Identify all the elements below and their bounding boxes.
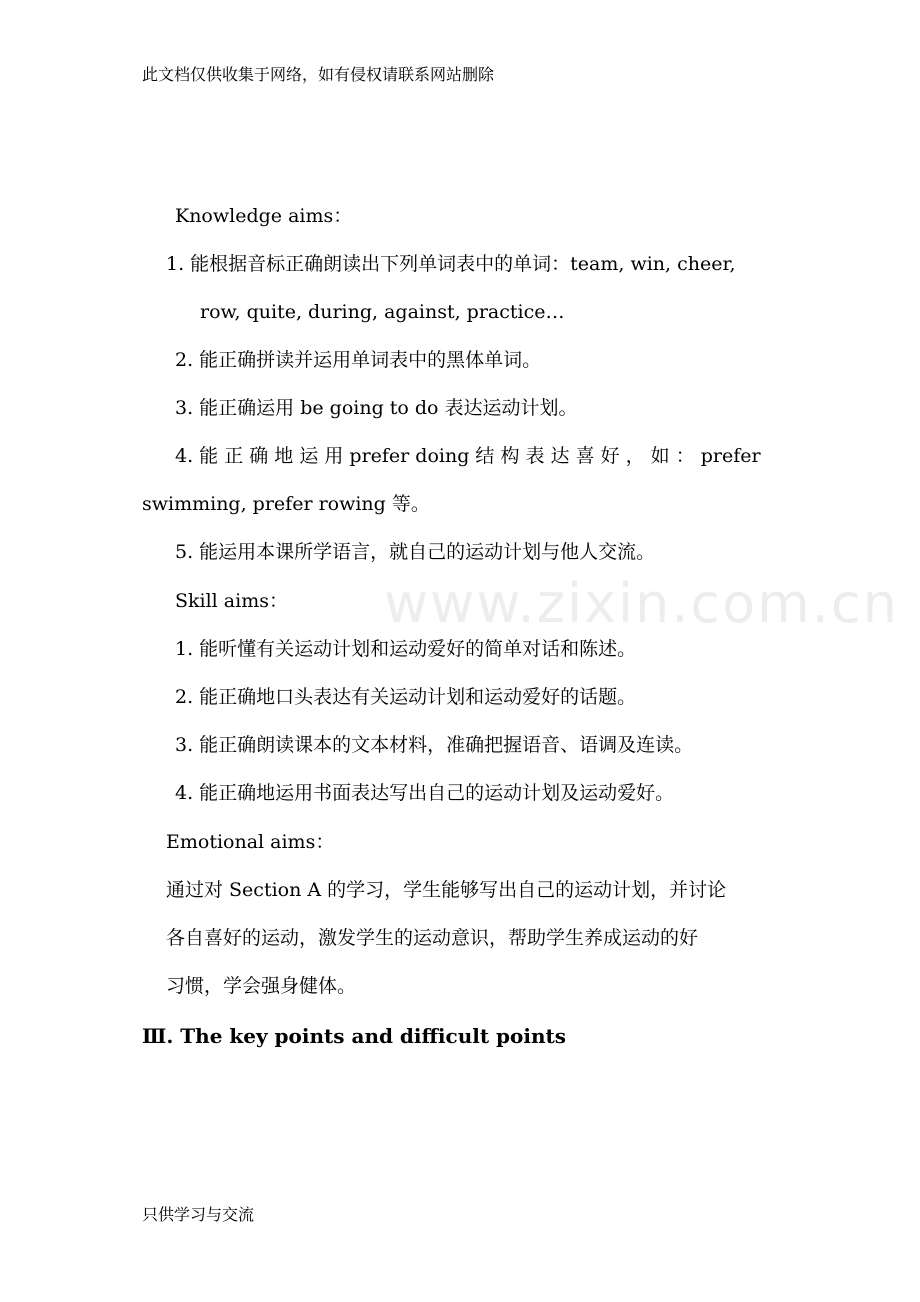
knowledge-item-2: 2. 能正确拼读并运用单词表中的黑体单词。 bbox=[175, 349, 542, 371]
knowledge-item-4-line-2: swimming, prefer rowing 等。 bbox=[142, 493, 430, 515]
knowledge-item-1-line-1: 1. 能根据音标正确朗读出下列单词表中的单词：team, win, cheer, bbox=[166, 253, 736, 275]
knowledge-aims-heading: Knowledge aims： bbox=[175, 205, 353, 227]
watermark: www.zixin.com.cn bbox=[384, 572, 899, 635]
knowledge-item-5: 5. 能运用本课所学语言，就自己的运动计划与他人交流。 bbox=[175, 541, 656, 563]
skill-aims-heading: Skill aims： bbox=[175, 590, 288, 612]
emotional-aims-heading: Emotional aims： bbox=[166, 831, 335, 853]
emotional-line-1: 通过对 Section A 的学习，学生能够写出自己的运动计划，并讨论 bbox=[166, 879, 727, 901]
skill-item-3: 3. 能正确朗读课本的文本材料，准确把握语音、语调及连读。 bbox=[175, 734, 694, 756]
knowledge-item-1-line-2: row, quite, during, against, practice… bbox=[200, 301, 565, 323]
skill-item-2: 2. 能正确地口头表达有关运动计划和运动爱好的话题。 bbox=[175, 686, 637, 708]
section-heading-key-points: Ⅲ. The key points and difficult points bbox=[142, 1024, 567, 1048]
skill-item-4: 4. 能正确地运用书面表达写出自己的运动计划及运动爱好。 bbox=[175, 782, 675, 804]
knowledge-item-4-line-1: 4. 能 正 确 地 运 用 prefer doing 结 构 表 达 喜 好 ， 如 ： prefer bbox=[175, 445, 761, 467]
emotional-line-3: 习惯，学会强身健体。 bbox=[166, 975, 357, 997]
emotional-line-2: 各自喜好的运动，激发学生的运动意识，帮助学生养成运动的好 bbox=[166, 927, 699, 949]
skill-item-1: 1. 能听懂有关运动计划和运动爱好的简单对话和陈述。 bbox=[175, 638, 637, 660]
header-disclaimer: 此文档仅供收集于网络，如有侵权请联系网站删除 bbox=[142, 65, 495, 84]
knowledge-item-3: 3. 能正确运用 be going to do 表达运动计划。 bbox=[175, 397, 578, 419]
footer-disclaimer: 只供学习与交流 bbox=[142, 1205, 255, 1224]
